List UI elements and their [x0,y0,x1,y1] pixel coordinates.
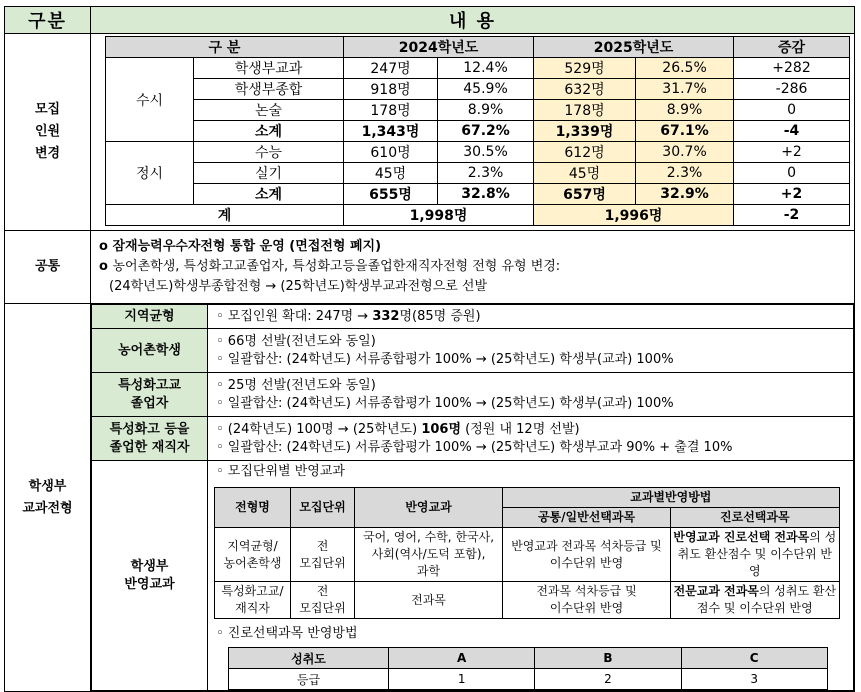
admission-changes-table [4,6,855,692]
gyogwa-table [91,304,854,691]
recruit-category: 모집 인원 변경 [5,34,91,231]
header-content: 내 용 [91,7,855,34]
reflect-table: 전형명 모집단위 반영교과 교과별반영방법 공통/일반선택과목 진로선택과목 지역균형/ 농어촌학생 전 모집단위 국어, 영어, 수학, 한국사, 사회(역사/도덕 포함), 과학 반영교과 전과목 석차등급 및 이수단위 반영 반영교과 진로선택 전과목의 성취도 환산점수 및 이수단위 반영 특성화고교/ 재직자 전 모집단위 전과목 전과목 석차등급 및 이수단위 반영 전문교과 전과목의 성취도 환산점수 및 이수단위 반영 [214,487,840,619]
recruit-table [105,36,850,226]
header-row [5,7,855,34]
table-row: 특성화고교/ 재직자 전 모집단위 전과목 전과목 석차등급 및 이수단위 반영 전문교과 전과목의 성취도 환산점수 및 이수단위 반영 [215,582,840,619]
table-row: 소계 655명 32.8% 657명 32.9% +2 [106,184,850,205]
vocational-label: 특성화고교 졸업자 [92,373,208,417]
gyogwa-category: 학생부 교과전형 [5,304,91,692]
common-line-3: (24학년도)학생부종합전형 → (25학년도)학생부교과전형으로 선발 [109,279,488,294]
head-gubun: 구 분 [106,37,344,58]
gyogwa-section [5,304,855,692]
common-section [5,231,855,304]
table-row: 지역균형/ 농어촌학생 전 모집단위 국어, 영어, 수학, 한국사, 사회(역사/도덕 포함), 과학 반영교과 전과목 석차등급 및 이수단위 반영 반영교과 진로선택 전과목의 성취도 환산점수 및 이수단위 반영 [215,528,840,582]
table-row: 실기 45명 2.3% 45명 2.3% 0 [106,163,850,184]
recruit-section [5,34,855,231]
table-row: 등급 1 2 3 [229,669,828,690]
head-2025: 2025학년도 [534,37,734,58]
common-line-2: o 농어촌학생, 특성화고교졸업자, 특성화고등을졸업한재직자전형 전형 유형 변경: [99,259,561,274]
header-category: 구분 [5,7,91,34]
regional-label: 지역균형 [92,305,208,329]
rural-label: 농어촌학생 [92,329,208,373]
worker-label: 특성화고 등을 졸업한 재직자 [92,417,208,461]
table-row: 정시 수능 610명 30.5% 612명 30.7% +2 [106,142,850,163]
achievement-table: 성취도 A B C 등급 1 2 3 [228,647,828,690]
worker-text: ◦ (24학년도) 100명 → (25학년도) 106명 (정원 내 12명 선발) ◦ 일괄합산: (24학년도) 서류종합평가 100% → (25학년도) 학생부교과 90% + 출결 10% [208,417,854,461]
regional-text: ◦ 모집인원 확대: 247명 → 332명(85명 증원) [208,305,854,329]
jeongsi-label: 정시 [106,142,194,205]
table-row: 논술 178명 8.9% 178명 8.9% 0 [106,100,850,121]
table-row: 소계 1,343명 67.2% 1,339명 67.1% -4 [106,121,850,142]
head-change: 증감 [734,37,850,58]
career-intro: ◦ 진로선택과목 반영방법 [216,626,358,641]
vocational-text: ◦ 25명 선발(전년도와 동일) ◦ 일괄합산: (24학년도) 서류종합평가 100% → (25학년도) 학생부(교과) 100% [208,373,854,417]
rural-text: ◦ 66명 선발(전년도와 동일) ◦ 일괄합산: (24학년도) 서류종합평가 100% → (25학년도) 학생부(교과) 100% [208,329,854,373]
common-line-1: o 잠재능력우수자전형 통합 운영 (면접전형 폐지) [99,239,382,254]
common-category: 공통 [5,231,91,304]
reflect-intro: ◦ 모집단위별 반영교과 [216,464,345,479]
table-row: 수시 학생부교과 247명 12.4% 529명 26.5% +282 [106,58,850,79]
susi-label: 수시 [106,58,194,142]
reflect-label: 학생부 반영교과 [92,461,208,691]
table-row: 학생부종합 918명 45.9% 632명 31.7% -286 [106,79,850,100]
head-2024: 2024학년도 [344,37,534,58]
total-row: 계 1,998명 1,996명 -2 [106,205,850,226]
